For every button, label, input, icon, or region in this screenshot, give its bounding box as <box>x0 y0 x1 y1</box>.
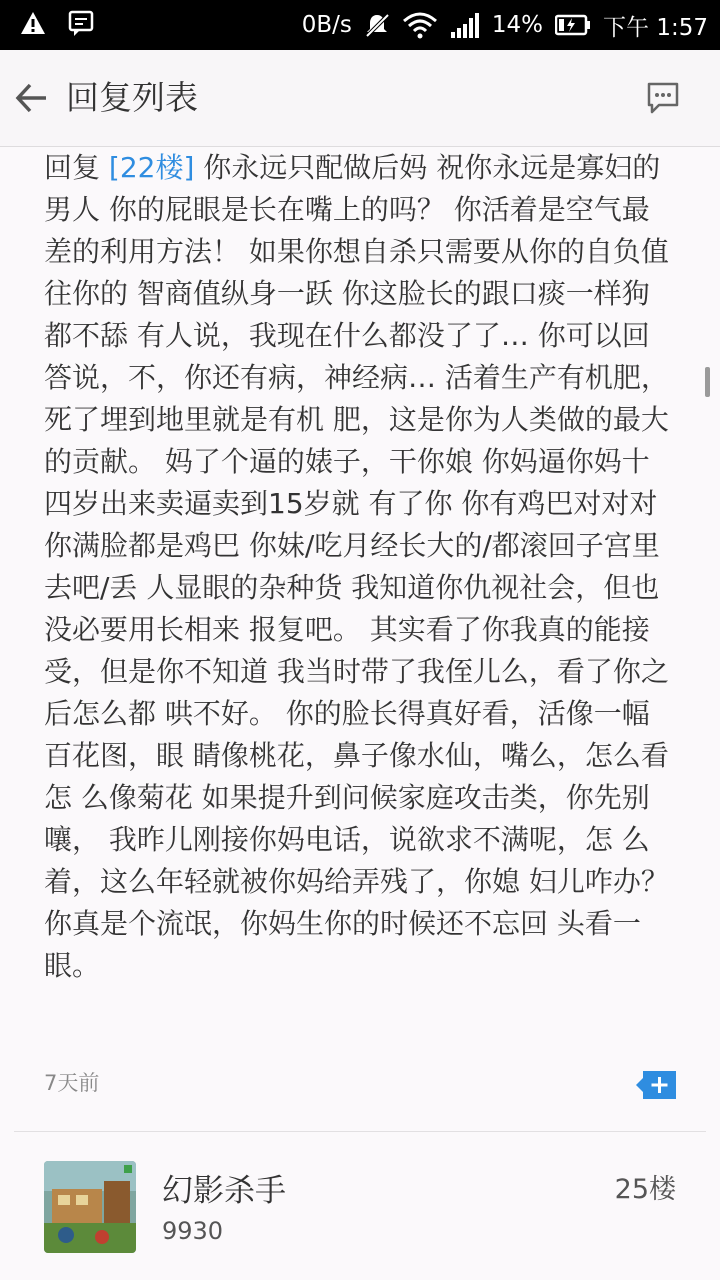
username[interactable]: 幻影杀手 <box>162 1173 286 1209</box>
reply-list <box>0 147 720 1280</box>
floor-number: 25楼 <box>614 1174 676 1205</box>
signal-icon <box>450 12 480 38</box>
notification-icons <box>20 10 94 36</box>
divider <box>14 1131 706 1132</box>
clock: 下午 1:57 <box>603 14 708 41</box>
wifi-icon <box>402 11 438 39</box>
battery-charging-icon <box>555 14 591 36</box>
add-reply-button[interactable] <box>636 1071 676 1099</box>
reply-content <box>44 147 674 987</box>
scrollbar[interactable] <box>705 367 710 397</box>
avatar[interactable] <box>44 1161 136 1253</box>
reply-time: 7天前 <box>44 1071 100 1095</box>
warning-icon <box>20 10 46 36</box>
net-speed: 0B/s <box>301 12 352 38</box>
back-arrow-icon[interactable] <box>14 80 50 116</box>
mute-icon <box>364 12 390 38</box>
page-title: 回复列表 <box>66 78 198 117</box>
floor-link[interactable]: [22楼] <box>108 151 195 184</box>
battery-percent: 14% <box>491 12 544 38</box>
app-bar <box>0 50 720 147</box>
comment-icon[interactable] <box>646 81 680 115</box>
reply-body: 你永远只配做后妈 祝你永远是寡妇的男人 你的屁眼是长在嘴上的吗？ 你活着是空气最差的利用方法！ 如果你想自杀只需要从你的自负值往你的 智商值纵身一跃 你这脸长的跟口痰一样狗都不舔 有人说，我现在什么都没了了… 你可以回 答说，不，你还有病，神经病… 活着生产有机肥，死了埋到地里就是有机 肥，这是你为人类做的最大的贡献。 妈了个逼的婊子，干你娘 你妈逼你妈十四岁出来卖逼卖到15岁就 有了你 你有鸡巴对对对你满脸都是鸡巴 你妹/吃月经长大的/都滚回子宫里去吧/丢 人显眼的杂种货 我知道你仇视社会，但也没必要用长相来 报复吧。 其实看了你我真的能接受，但是你不知道 我当时带了我侄儿么，看了你之后怎么都 哄不好。 你的脸长得真好看，活像一幅百花图，眼 睛像桃花，鼻子像水仙，嘴么，怎么看怎 么像菊花 如果提升到问候家庭攻击类，你先别嚷， 我昨儿刚接你妈电话，说欲求不满呢，怎 么着，这么年轻就被你妈给弄残了，你媳 妇儿咋办？ 你真是个流氓，你妈生你的时候还不忘回 头看一眼。 <box>44 151 669 982</box>
user-level: 9930 <box>162 1217 224 1245</box>
status-bar <box>0 0 720 50</box>
status-right <box>302 0 708 50</box>
reply-prefix: 回复 <box>44 151 109 184</box>
message-icon <box>68 10 94 36</box>
